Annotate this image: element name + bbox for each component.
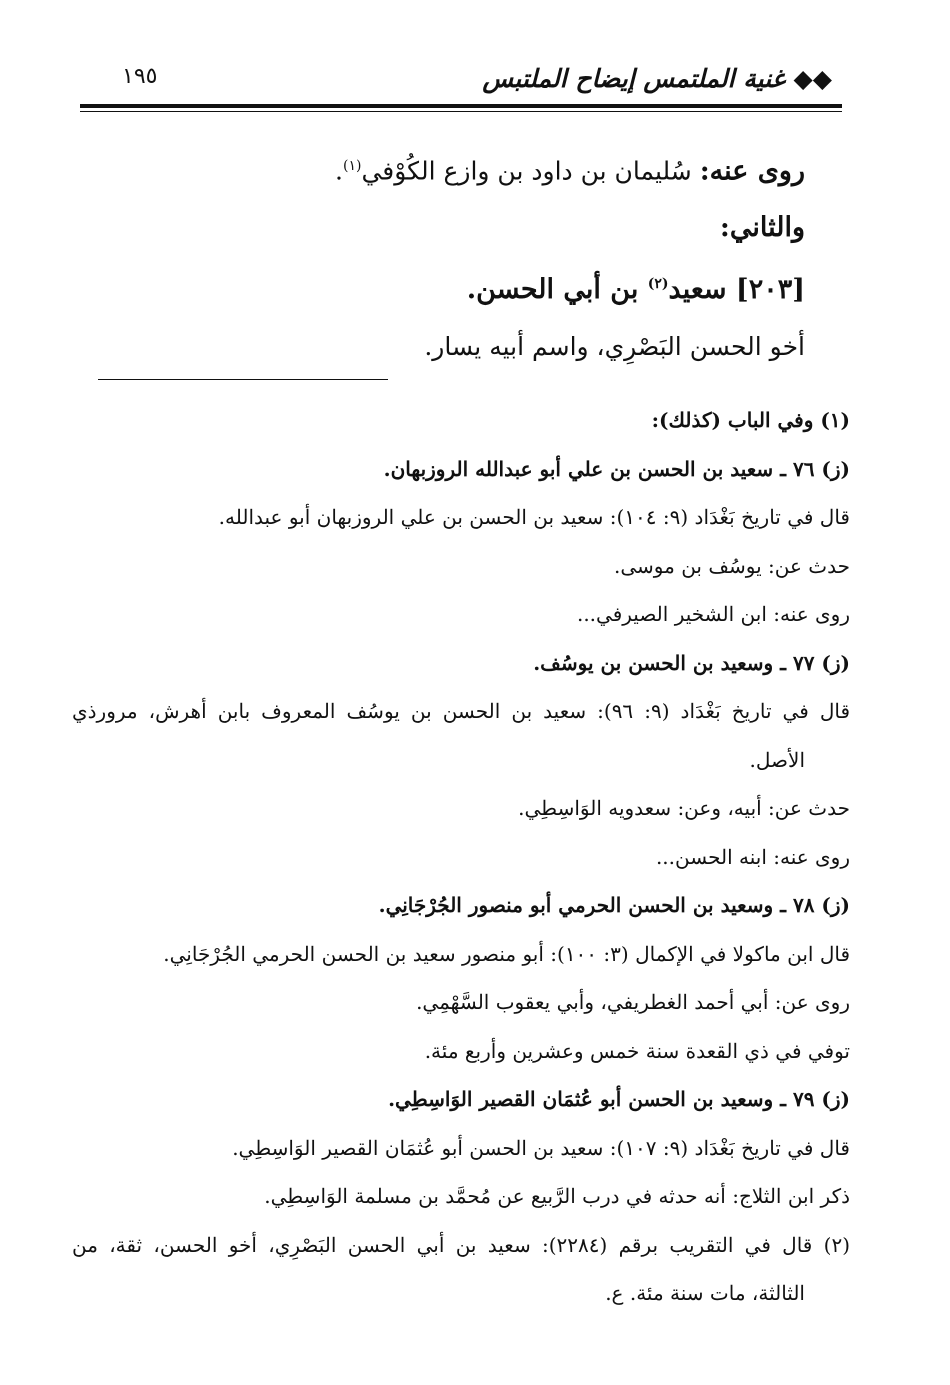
running-header	[80, 60, 832, 100]
footnote-line: قال في تاريخ بَغْدَاد (٩: ١٠٧): سعيد بن الحسن أبو عُثمَان القصير الوَاسِطِي.	[232, 1135, 850, 1160]
footnote-line: (ز) ٧٧ ـ وسعيد بن الحسن بن يوسُف.	[533, 650, 850, 675]
footnote-line: روى عنه: ابن الشخير الصيرفي...	[576, 602, 850, 626]
narrated-by-line	[100, 138, 805, 199]
footnote-line: توفي في ذي القعدة سنة خمس وعشرين وأربع مئة.	[424, 1038, 850, 1063]
footnote-line: (ز) ٧٨ ـ وسعيد بن الحسن الحرمي أبو منصور الجُرْجَانِي.	[378, 893, 850, 917]
footnote-ref-2: (٢)	[647, 276, 669, 293]
footnote-line: روى عن: أبي أحمد الغطريفي، وأبي يعقوب السَّهْمِي.	[416, 990, 850, 1014]
footnote-line: حدث عن: أبيه، وعن: سعدويه الوَاسِطِي.	[518, 796, 850, 820]
narrated-by-text: سُليمان بن داود بن وازع الكُوْفي	[361, 156, 700, 186]
second-heading: والثاني:	[719, 212, 805, 244]
entry-number-name: [٢٠٣] سعيد	[668, 274, 805, 306]
footnote-line: قال في تاريخ بَغْدَاد (٩: ١٠٤): سعيد بن الحسن بن علي الروزبهان أبو عبدالله.	[218, 505, 850, 529]
header-rule-thin	[80, 111, 842, 112]
entry-description: أخو الحسن البَصْرِي، واسم أبيه يسار.	[424, 332, 805, 362]
footnote-line: قال ابن ماكولا في الإكمال (٣: ١٠٠): أبو منصور سعيد بن الحسن الحرمي الجُرْجَانِي.	[163, 941, 850, 966]
footnote-line: (١) وفي الباب (كذلك):	[651, 408, 850, 432]
footnote-line: الأصل.	[749, 747, 805, 772]
footnote-line: (ز) ٧٦ ـ سعيد بن الحسن بن علي أبو عبدالله الروزبهان.	[383, 456, 850, 481]
narrated-by-end: .	[335, 156, 343, 186]
entry-heading-203	[100, 256, 805, 318]
footnote-line: ذكر ابن الثلاج: أنه حدثه في درب الرَّبيع عن مُحمَّد بن مسلمة الوَاسِطِي.	[264, 1184, 850, 1208]
footnote-line: الثالثة، مات سنة مئة. ع.	[605, 1281, 805, 1305]
entry-name-rest: بن أبي الحسن.	[466, 274, 648, 306]
footnotes	[72, 396, 850, 1318]
footnote-line: (٢) قال في التقريب برقم (٢٢٨٤): سعيد بن أبي الحسن البَصْرِي، أخو الحسن، ثقة، من	[72, 1232, 851, 1257]
footnote-line: حدث عن: يوسُف بن موسى.	[614, 553, 850, 578]
header-rule-thick	[80, 104, 842, 108]
footnote-line: روى عنه: ابنه الحسن...	[655, 844, 850, 869]
footnote-line: (ز) ٧٩ ـ وسعيد بن الحسن أبو عُثمَان القصير الوَاسِطِي.	[388, 1087, 850, 1111]
narrated-by-label: روى عنه:	[699, 155, 805, 187]
header-title: ◆◆ غنية الملتمس إيضاح الملتبس	[482, 64, 832, 93]
page-number: ١٩٥	[122, 64, 158, 89]
footnote-separator	[98, 379, 388, 380]
footnote-line: قال في تاريخ بَغْدَاد (٩: ٩٦): سعيد بن الحسن بن يوسُف المعروف بابن أهرش، مرورذي	[72, 699, 851, 723]
footnote-ref-1: (١)	[342, 158, 362, 174]
main-text	[100, 138, 805, 375]
